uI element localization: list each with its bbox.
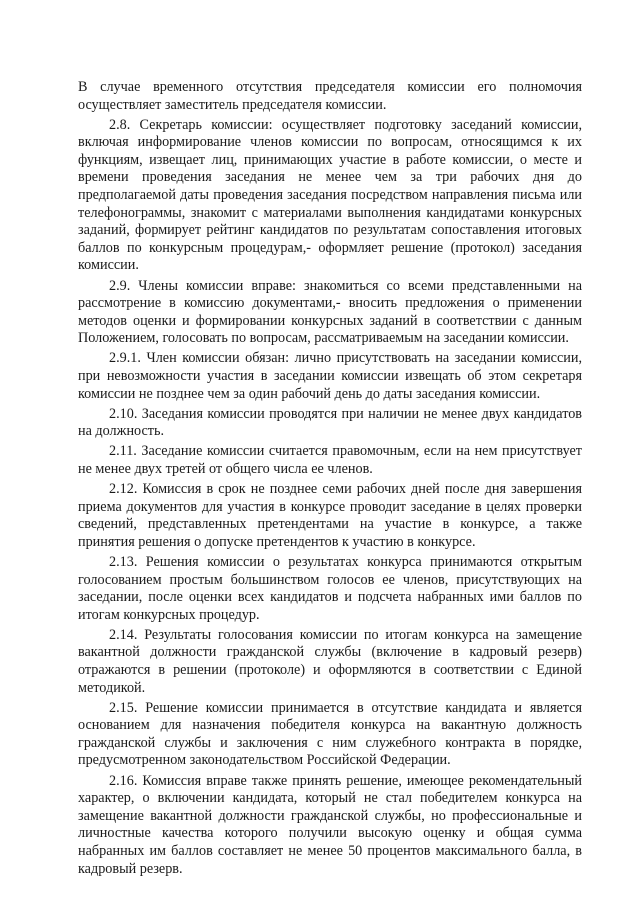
paragraph-2-9-1: 2.9.1. Член комиссии обязан: лично присутствовать на заседании комиссии, при невозможности участия в заседании комиссии извещать об этом секретаря комиссии не позднее чем за один рабочий день до даты заседания комиссии. — [78, 350, 582, 402]
paragraph-2-11: 2.11. Заседание комиссии считается правомочным, если на нем присутствует не менее двух третей от общего числа ее членов. — [78, 443, 582, 477]
paragraph-2-16: 2.16. Комиссия вправе также принять решение, имеющее рекомендательный характер, о включении кандидата, который не стал победителем конкурса на замещение вакантной должности гражданской службы, но профессиональные и личностные качества которого получили высокую оценку и общая сумма набранных им баллов составляет не менее 50 процентов максимального балла, в кадровый резерв. — [78, 772, 582, 877]
paragraph-2-15: 2.15. Решение комиссии принимается в отсутствие кандидата и является основанием для назначения победителя конкурса на вакантную должность гражданской службы и заключения с ним служебного контракта в порядке, предусмотренном законодательством Российской Федерации. — [78, 699, 582, 769]
paragraph-acting-chair: В случае временного отсутствия председателя комиссии его полномочия осуществляет заместитель председателя комиссии. — [78, 79, 582, 113]
paragraph-2-8: 2.8. Секретарь комиссии: осуществляет подготовку заседаний комиссии, включая информирование членов комиссии по вопросам, относящимся к их функциям, извещает лиц, принимающих участие в работе комиссии, о месте и времени проведения заседания не менее чем за три рабочих дня до предполагаемой даты проведения заседания посредством направления письма или телефонограммы, знакомит с материалами выполнения кандидатами конкурсных заданий, формирует рейтинг кандидатов по результатам сопоставления итоговых баллов по конкурсным процедурам,- оформляет решение (протокол) заседания комиссии. — [78, 116, 582, 274]
paragraph-2-10: 2.10. Заседания комиссии проводятся при наличии не менее двух кандидатов на должность. — [78, 405, 582, 440]
paragraph-2-14: 2.14. Результаты голосования комиссии по итогам конкурса на замещение вакантной должности гражданской службы (включение в кадровый резерв) отражаются в решении (протоколе) и оформляются в соответствии с Единой методикой. — [78, 626, 582, 696]
paragraph-2-9: 2.9. Члены комиссии вправе: знакомиться со всеми представленными на рассмотрение в комиссию документами,- вносить предложения о применении методов оценки и формировании конкурсных заданий в соответствии с данным Положением, голосовать по вопросам, рассматриваемым на заседании комиссии. — [78, 277, 582, 347]
document-page — [78, 79, 582, 881]
paragraph-2-12: 2.12. Комиссия в срок не позднее семи рабочих дней после дня завершения приема документов для участия в конкурсе проводит заседание в целях проверки сведений, представленных претендентами на участие в конкурсе, а также принятия решения о допуске претендентов к участию в конкурсе. — [78, 481, 582, 550]
paragraph-2-13: 2.13. Решения комиссии о результатах конкурса принимаются открытым голосованием простым большинством голосов ее членов, присутствующих на заседании, после оценки всех кандидатов и подсчета набранных ими баллов по итогам конкурсных процедур. — [78, 553, 582, 623]
